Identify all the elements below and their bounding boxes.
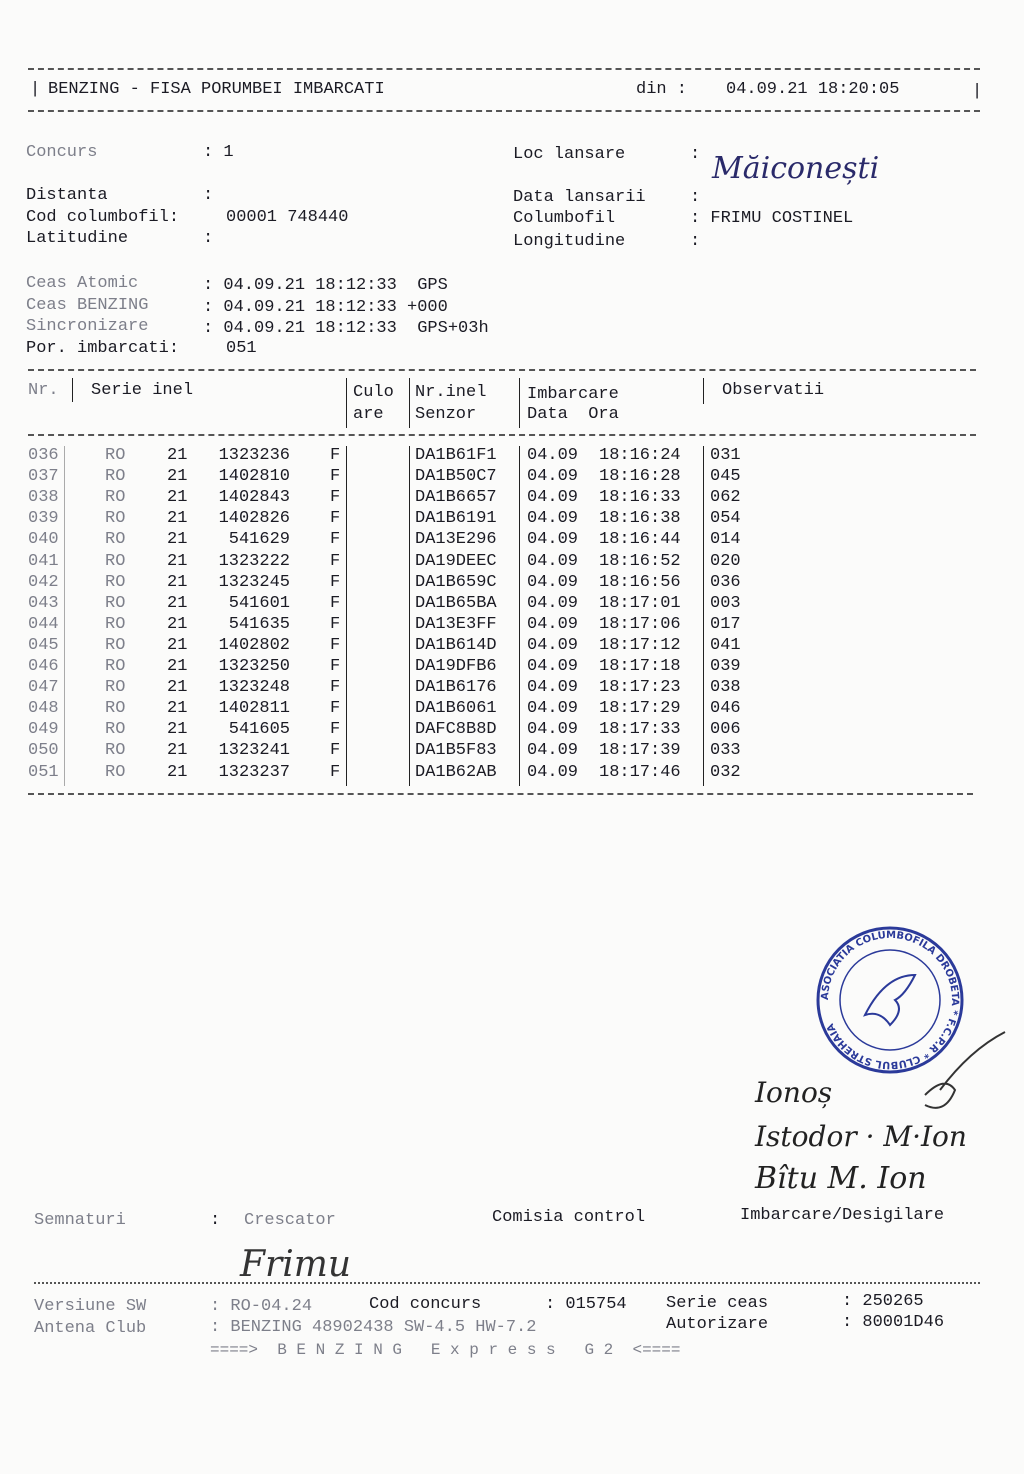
semnaturi-label: Semnaturi <box>34 1211 126 1230</box>
cell-nr: 039 <box>28 509 59 529</box>
cell-date: 04.09 <box>527 593 579 613</box>
cell-date: 04.09 <box>527 509 579 529</box>
cod-columbofil-value: 00001 748440 <box>226 208 349 227</box>
cell-year: 21 <box>167 741 188 761</box>
cell-sex: F <box>330 699 341 719</box>
cell-sensor: DA13E296 <box>415 530 497 550</box>
cell-sex: F <box>330 720 341 740</box>
cell-nr: 040 <box>28 530 59 550</box>
cell-ring: 1323241 <box>218 741 290 761</box>
cell-nr: 048 <box>28 699 59 719</box>
cell-year: 21 <box>167 467 188 487</box>
cell-time: 18:17:46 <box>599 762 681 782</box>
cell-sensor: DA19DFB6 <box>415 657 497 676</box>
cell-obs: 036 <box>710 572 741 592</box>
cell-country: RO <box>105 509 126 529</box>
cell-year: 21 <box>167 614 188 634</box>
cell-sex: F <box>330 551 341 571</box>
latitudine-value: : <box>203 229 214 248</box>
cell-year: 21 <box>167 720 188 740</box>
columbofil-value: : FRIMU COSTINEL <box>690 209 854 228</box>
cell-time: 18:17:06 <box>599 614 681 634</box>
cell-date: 04.09 <box>527 614 579 634</box>
cell-date: 04.09 <box>527 741 579 761</box>
cell-sensor: DA1B6657 <box>415 488 497 508</box>
column-separator <box>346 378 347 428</box>
cell-year: 21 <box>167 593 188 613</box>
cell-time: 18:16:52 <box>599 551 681 571</box>
divider <box>28 110 980 112</box>
col-header-nr: Nr. <box>28 381 59 400</box>
cell-nr: 037 <box>28 467 59 487</box>
sincronizare-label: Sincronizare <box>26 317 149 336</box>
cell-sensor: DA1B659C <box>415 572 497 592</box>
din-value: 04.09.21 18:20:05 <box>726 80 900 99</box>
cell-year: 21 <box>167 657 188 676</box>
cell-year: 21 <box>167 551 188 571</box>
autorizare-value: : 80001D46 <box>842 1313 945 1332</box>
distanta-label: Distanta <box>26 186 108 205</box>
cell-country: RO <box>105 551 126 571</box>
cell-country: RO <box>105 635 126 655</box>
serie-ceas-label: Serie ceas <box>666 1294 769 1313</box>
colon: : <box>690 145 701 164</box>
columbofil-label: Columbofil <box>513 209 616 228</box>
data-lansarii-label: Data lansarii <box>513 188 646 207</box>
cell-ring: 541605 <box>228 720 290 740</box>
cell-country: RO <box>105 488 126 508</box>
cell-country: RO <box>105 446 126 465</box>
cell-sex: F <box>330 572 341 592</box>
column-separator <box>519 378 520 428</box>
cell-sensor: DA1B614D <box>415 635 497 655</box>
ceas-benzing-value: : 04.09.21 18:12:33 +000 <box>203 298 448 317</box>
cell-country: RO <box>105 467 126 487</box>
col-header-senzor: Senzor <box>415 405 477 424</box>
cell-date: 04.09 <box>527 720 579 740</box>
svg-text:ASOCIATIA COLUMBOFILA DROBETA: ASOCIATIA COLUMBOFILA DROBETA * F.C.P.R * CLUBUL STREHAIA <box>819 929 961 1071</box>
cell-nr: 051 <box>28 762 59 782</box>
cod-columbofil-label: Cod columbofil: <box>26 208 180 227</box>
cell-date: 04.09 <box>527 551 579 571</box>
cell-time: 18:17:39 <box>599 741 681 761</box>
cell-date: 04.09 <box>527 762 579 782</box>
cell-date: 04.09 <box>527 467 579 487</box>
cell-nr: 042 <box>28 572 59 592</box>
loc-lansare-label: Loc lansare <box>513 145 626 164</box>
cell-ring: 1402802 <box>218 635 290 655</box>
cell-year: 21 <box>167 699 188 719</box>
cell-sex: F <box>330 488 341 508</box>
cell-date: 04.09 <box>527 446 579 465</box>
svg-text:Bîtu M. Ion: Bîtu M. Ion <box>755 1161 927 1196</box>
cell-year: 21 <box>167 488 188 508</box>
cell-obs: 039 <box>710 657 741 676</box>
cell-date: 04.09 <box>527 530 579 550</box>
col-header-nr-inel: Nr.inel <box>415 383 487 402</box>
cell-obs: 020 <box>710 551 741 571</box>
porumbei-imbarcati-value: 051 <box>226 339 257 358</box>
cell-ring: 541601 <box>228 593 290 613</box>
cell-ring: 1323236 <box>218 446 290 465</box>
cell-ring: 1323245 <box>218 572 290 592</box>
ceas-atomic-label: Ceas Atomic <box>26 274 139 293</box>
cell-obs: 014 <box>710 530 741 550</box>
cell-time: 18:17:01 <box>599 593 681 613</box>
cell-time: 18:16:56 <box>599 572 681 592</box>
cell-ring: 1323248 <box>218 678 290 698</box>
col-header-observatii: Observatii <box>722 381 825 400</box>
cell-obs: 046 <box>710 699 741 719</box>
cell-obs: 054 <box>710 509 741 529</box>
cell-sex: F <box>330 467 341 487</box>
cell-nr: 041 <box>28 551 59 571</box>
cell-year: 21 <box>167 678 188 698</box>
antena-club-value: : BENZING 48902438 SW-4.5 HW-7.2 <box>210 1318 537 1337</box>
cell-date: 04.09 <box>527 699 579 719</box>
cell-nr: 045 <box>28 635 59 655</box>
din-label: din : <box>636 80 688 99</box>
latitudine-label: Latitudine <box>26 229 129 248</box>
cell-time: 18:17:29 <box>599 699 681 719</box>
cell-ring: 541629 <box>228 530 290 550</box>
cell-nr: 036 <box>28 446 59 465</box>
cell-time: 18:16:28 <box>599 467 681 487</box>
col-header-data-ora: Data Ora <box>527 405 619 424</box>
cell-obs: 017 <box>710 614 741 634</box>
cell-country: RO <box>105 741 126 761</box>
cell-time: 18:16:24 <box>599 446 681 465</box>
column-separator <box>703 446 704 786</box>
ceas-atomic-value: : 04.09.21 18:12:33 GPS <box>203 276 448 295</box>
cell-obs: 032 <box>710 762 741 782</box>
cell-ring: 1402810 <box>218 467 290 487</box>
divider <box>28 793 973 795</box>
col-header-culoare: Culo <box>353 383 394 402</box>
cell-sensor: DA1B6191 <box>415 509 497 529</box>
serie-ceas-value: : 250265 <box>842 1292 924 1311</box>
colon: : <box>690 188 701 207</box>
cell-year: 21 <box>167 572 188 592</box>
cell-country: RO <box>105 572 126 592</box>
cell-sensor: DA1B62AB <box>415 762 497 782</box>
cell-obs: 033 <box>710 741 741 761</box>
cell-nr: 050 <box>28 741 59 761</box>
crescator-label: Crescator <box>244 1211 336 1230</box>
comisia-control-label: Comisia control <box>492 1208 646 1227</box>
column-separator <box>409 378 410 428</box>
cell-ring: 1323222 <box>218 551 290 571</box>
colon: : <box>210 1211 221 1230</box>
cell-time: 18:17:23 <box>599 678 681 698</box>
concurs-label: Concurs <box>26 143 98 162</box>
cell-date: 04.09 <box>527 678 579 698</box>
column-separator <box>64 446 65 786</box>
cell-sex: F <box>330 614 341 634</box>
cell-nr: 046 <box>28 657 59 676</box>
colon: : <box>690 232 701 251</box>
antena-club-label: Antena Club <box>34 1319 147 1338</box>
border-bar: | <box>30 80 41 99</box>
cell-ring: 541635 <box>228 614 290 634</box>
cell-date: 04.09 <box>527 488 579 508</box>
cod-concurs-value: : 015754 <box>545 1295 627 1314</box>
cell-sex: F <box>330 657 341 676</box>
svg-text:Frimu: Frimu <box>240 1244 352 1285</box>
cell-time: 18:17:18 <box>599 657 681 676</box>
cell-obs: 031 <box>710 446 741 465</box>
cell-country: RO <box>105 699 126 719</box>
cell-date: 04.09 <box>527 657 579 676</box>
porumbei-imbarcati-label: Por. imbarcati: <box>26 339 180 358</box>
cell-country: RO <box>105 762 126 782</box>
cell-time: 18:17:12 <box>599 635 681 655</box>
cell-sex: F <box>330 446 341 465</box>
cell-year: 21 <box>167 530 188 550</box>
cell-ring: 1323250 <box>218 657 290 676</box>
concurs-value: : 1 <box>203 143 234 162</box>
cell-sex: F <box>330 741 341 761</box>
cell-sensor: DAFC8B8D <box>415 720 497 740</box>
cell-country: RO <box>105 657 126 676</box>
cell-sex: F <box>330 678 341 698</box>
cell-obs: 003 <box>710 593 741 613</box>
cell-sex: F <box>330 509 341 529</box>
cell-obs: 062 <box>710 488 741 508</box>
cell-nr: 044 <box>28 614 59 634</box>
divider <box>28 434 976 436</box>
column-separator <box>519 446 520 786</box>
column-separator <box>72 378 73 402</box>
border-bar: | <box>972 82 983 101</box>
sincronizare-value: : 04.09.21 18:12:33 GPS+03h <box>203 319 489 338</box>
divider <box>28 369 976 371</box>
cell-sensor: DA1B6176 <box>415 678 497 698</box>
svg-text:Ionoș: Ionoș <box>755 1076 833 1109</box>
cell-country: RO <box>105 593 126 613</box>
cell-sensor: DA19DEEC <box>415 551 497 571</box>
cell-obs: 045 <box>710 467 741 487</box>
cell-date: 04.09 <box>527 572 579 592</box>
autorizare-label: Autorizare <box>666 1315 769 1334</box>
cell-ring: 1402811 <box>218 699 290 719</box>
versiune-sw-label: Versiune SW <box>34 1297 147 1316</box>
cell-sex: F <box>330 635 341 655</box>
crescator-signature <box>235 1238 425 1288</box>
cell-obs: 006 <box>710 720 741 740</box>
cell-year: 21 <box>167 509 188 529</box>
cell-obs: 038 <box>710 678 741 698</box>
cell-nr: 049 <box>28 720 59 740</box>
cell-sex: F <box>330 530 341 550</box>
cell-obs: 041 <box>710 635 741 655</box>
cell-ring: 1323237 <box>218 762 290 782</box>
cell-year: 21 <box>167 762 188 782</box>
cell-sex: F <box>330 762 341 782</box>
ceas-benzing-label: Ceas BENZING <box>26 296 149 315</box>
cell-nr: 038 <box>28 488 59 508</box>
handwritten-signatures <box>750 1030 1020 1202</box>
longitudine-label: Longitudine <box>513 232 626 251</box>
cell-sensor: DA13E3FF <box>415 614 497 634</box>
cell-time: 18:16:44 <box>599 530 681 550</box>
col-header-culoare-2: are <box>353 405 384 424</box>
cell-nr: 043 <box>28 593 59 613</box>
cell-country: RO <box>105 530 126 550</box>
col-header-imbarcare: Imbarcare <box>527 385 619 404</box>
cell-sensor: DA1B5F83 <box>415 741 497 761</box>
cell-country: RO <box>105 678 126 698</box>
divider <box>34 1282 980 1284</box>
cell-country: RO <box>105 720 126 740</box>
cell-time: 18:16:33 <box>599 488 681 508</box>
cell-ring: 1402826 <box>218 509 290 529</box>
document-title: BENZING - FISA PORUMBEI IMBARCATI <box>48 80 385 99</box>
column-separator <box>409 446 410 786</box>
cell-date: 04.09 <box>527 635 579 655</box>
divider <box>28 68 980 70</box>
distanta-value: : <box>203 186 214 205</box>
imbarcare-desigilare-label: Imbarcare/Desigilare <box>740 1206 945 1225</box>
cod-concurs-label: Cod concurs <box>369 1295 482 1314</box>
cell-year: 21 <box>167 446 188 465</box>
cell-country: RO <box>105 614 126 634</box>
cell-sex: F <box>330 593 341 613</box>
cell-time: 18:16:38 <box>599 509 681 529</box>
cell-sensor: DA1B65BA <box>415 593 497 613</box>
benzing-express-banner: ====> B E N Z I N G E x p r e s s G 2 <==== <box>210 1341 681 1359</box>
cell-sensor: DA1B6061 <box>415 699 497 719</box>
cell-nr: 047 <box>28 678 59 698</box>
cell-sensor: DA1B61F1 <box>415 446 497 465</box>
cell-sensor: DA1B50C7 <box>415 467 497 487</box>
versiune-sw-value: : RO-04.24 <box>210 1297 313 1316</box>
cell-time: 18:17:33 <box>599 720 681 740</box>
col-header-serie-inel: Serie inel <box>91 381 194 400</box>
cell-year: 21 <box>167 635 188 655</box>
cell-ring: 1402843 <box>218 488 290 508</box>
column-separator <box>703 378 704 404</box>
svg-text:Istodor · M·Ion: Istodor · M·Ion <box>755 1120 967 1153</box>
column-separator <box>346 446 347 786</box>
loc-lansare-handwritten: Măiconești <box>712 151 880 186</box>
